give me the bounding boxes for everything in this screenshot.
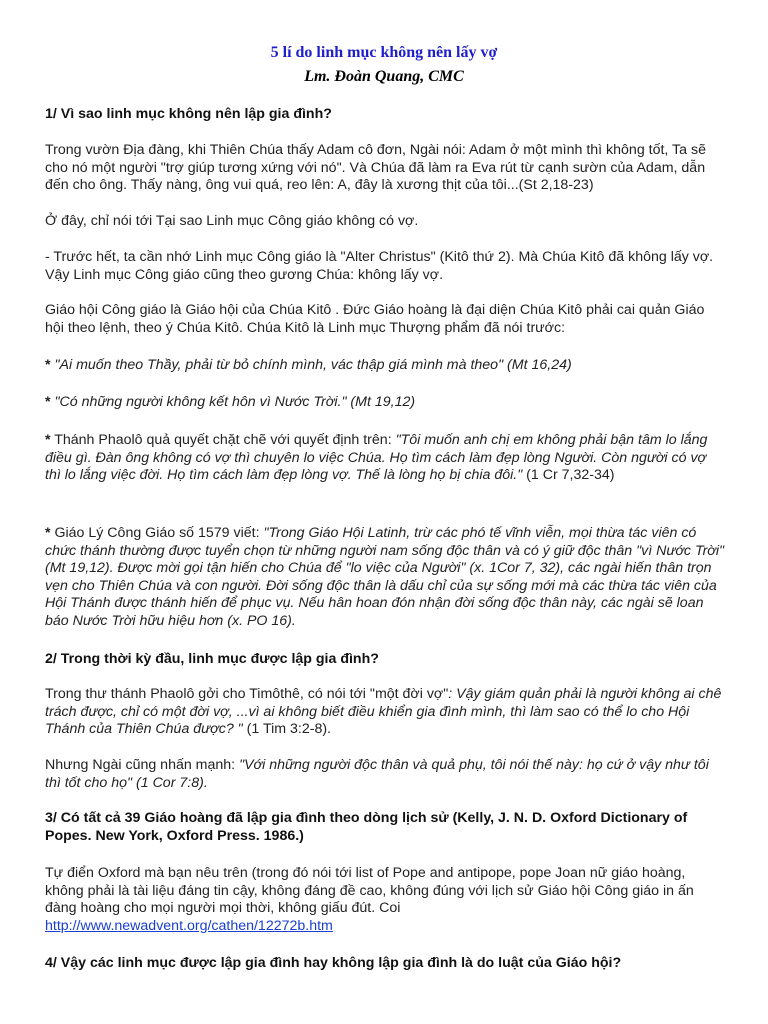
document-author: Lm. Đoàn Quang, CMC xyxy=(304,68,464,85)
catechism-quote xyxy=(45,525,725,630)
quote-text: "Với những người độc thân và quả phụ, tôi nói thế này: họ cứ ở vậy như tôi thì tốt cho họ" (1 Cor 7:8). xyxy=(45,757,709,791)
section-1-paragraph-2: Ở đây, chỉ nói tới Tại sao Linh mục Công giáo không có vợ. xyxy=(45,213,419,229)
section-2-paragraph-2 xyxy=(45,757,725,792)
quote-text: "Tôi muốn anh chị em không phải bận tâm lo lắng điều gì. Đàn ông không có vợ thì chuyên lo việc Chúa. Họ tìm cách làm đẹp lòng Người. Còn người có vợ thì lo lắng việc đời. Họ tìm cách làm đẹp lòng vợ. Thế là lòng họ bị chia đôi." xyxy=(45,432,708,483)
quote-lead: Giáo Lý Công Giáo số 1579 viết: xyxy=(50,525,264,541)
bullet-star: * xyxy=(45,525,51,541)
scripture-quote-1 xyxy=(45,357,725,375)
section-4-heading: 4/ Vậy các linh mục được lập gia đình hay không lập gia đình là do luật của Giáo hội? xyxy=(45,955,622,971)
section-1-paragraph-1: Trong vườn Địa đàng, khi Thiên Chúa thấy Adam cô đơn, Ngài nói: Adam ở một mình thì không tốt, Ta sẽ cho nó một người "trợ giúp tương xứng với nó". Và Chúa đã làm ra Eva rút từ cạnh sườn của Adam, dẫn đến cho ông. Thấy nàng, ông vui quá, reo lên: A, đây là xương thịt của tôi...(St 2,18-23) xyxy=(45,142,706,193)
quote-lead: Thánh Phaolô quả quyết chặt chẽ với quyết định trên: xyxy=(50,432,396,448)
scripture-quote-3 xyxy=(45,432,725,485)
quote-text: : Vậy giám quản phải là người không ai chê trách được, chỉ có một đời vợ, ...vì ai không biết điều khiển gia đình mình, thì làm sao có thể lo cho Hội Thánh của Thiên Chúa được? " xyxy=(45,686,722,737)
section-1-heading: 1/ Vì sao linh mục không nên lập gia đình? xyxy=(45,106,332,122)
bullet-star: * xyxy=(45,394,51,410)
bullet-star: * xyxy=(45,357,51,373)
section-3-heading: 3/ Có tất cả 39 Giáo hoàng đã lập gia đình theo dòng lịch sử (Kelly, J. N. D. Oxford Dictionary of Popes. New York, Oxford Press. 1986.) xyxy=(45,810,688,844)
section-1-paragraph-3: - Trước hết, ta cần nhớ Linh mục Công giáo là "Alter Christus" (Kitô thứ 2). Mà Chúa Kitô đã không lấy vợ. Vậy Linh mục Công giáo cũng theo gương Chúa: không lấy vợ. xyxy=(45,249,714,283)
paragraph-lead: Nhưng Ngài cũng nhấn mạnh: xyxy=(45,757,240,773)
paragraph-lead: Trong thư thánh Phaolô gởi cho Timôthê, có nói tới "một đời vợ" xyxy=(45,686,449,702)
section-2-heading: 2/ Trong thời kỳ đầu, linh mục được lập gia đình? xyxy=(45,651,379,667)
paragraph-text: Tự điển Oxford mà bạn nêu trên (trong đó nói tới list of Pope and antipope, pope Joan nữ giáo hoàng, không phải là tài liệu đáng tin cậy, không đáng đề cao, không đúng với lịch sử Giáo hội Công giáo in ấn đàng hoàng cho mọi người mọi thời, không giấu đút. Coi xyxy=(45,865,694,916)
scripture-quote-2 xyxy=(45,394,725,412)
quote-ref: (1 Cr 7,32-34) xyxy=(522,467,615,483)
newadvent-link[interactable]: http://www.newadvent.org/cathen/12272b.htm xyxy=(45,917,333,934)
document-title: 5 lí do linh mục không nên lấy vợ xyxy=(270,44,498,61)
section-3-paragraph-1 xyxy=(45,865,725,935)
section-1-paragraph-4: Giáo hội Công giáo là Giáo hội của Chúa Kitô . Đức Giáo hoàng là đại diện Chúa Kitô phải cai quản Giáo hội theo lệnh, theo ý Chúa Kitô. Chúa Kitô là Linh mục Thượng phẩm đã nói trước: xyxy=(45,302,705,336)
quote-text: "Có những người không kết hôn vì Nước Trời." (Mt 19,12) xyxy=(54,394,416,410)
bullet-star: * xyxy=(45,432,51,448)
section-2-paragraph-1 xyxy=(45,686,725,739)
quote-ref: (1 Tim 3:2-8). xyxy=(242,721,332,737)
quote-text: "Trong Giáo Hội Latinh, trừ các phó tế vĩnh viễn, mọi thừa tác viên có chức thánh thường được tuyển chọn từ những người nam sống độc thân và có ý giữ độc thân "vì Nước Trời" (Mt 19,12). Được mời gọi tận hiến cho Chúa để "lo việc của Người" (x. 1Cor 7, 32), các ngài hiến thân trọn vẹn cho Thiên Chúa và con người. Đời sống độc thân là dấu chỉ của sự sống mới mà các thừa tác viên của Hội Thánh được thánh hiến để phục vụ. Nếu hân hoan đón nhận đời sống độc thân này, các ngài sẽ loan báo Nước Trời hữu hiệu hơn (x. PO 16). xyxy=(45,525,725,629)
quote-text: "Ai muốn theo Thầy, phải từ bỏ chính mình, vác thập giá mình mà theo" (Mt 16,24) xyxy=(54,357,572,373)
